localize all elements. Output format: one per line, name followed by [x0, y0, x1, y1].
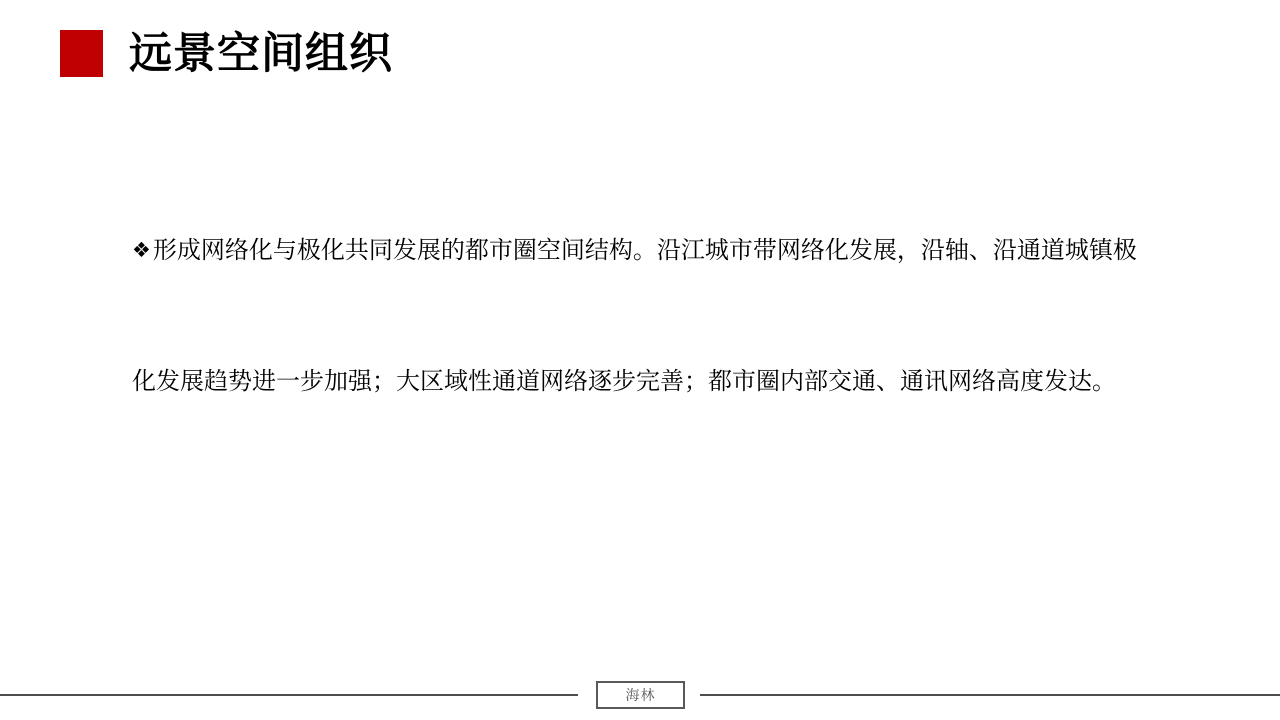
footer-divider-left	[0, 694, 578, 696]
body-line-1-text: 形成网络化与极化共同发展的都市圈空间结构。沿江城市带网络化发展，沿轴、沿通道城镇极	[152, 236, 1137, 264]
title-accent-square	[60, 30, 103, 77]
footer-label-box	[596, 681, 685, 709]
diamond-bullet-icon: ❖	[132, 238, 151, 262]
footer-label: 海林	[625, 688, 656, 704]
body-line-2-text: 化发展趋势进一步加强；大区域性通道网络逐步完善；都市圈内部交通、通讯网络高度发达。	[132, 367, 1116, 395]
body-line-2	[132, 316, 1192, 447]
body-text-block	[132, 185, 1192, 447]
footer-divider-right	[700, 694, 1280, 696]
slide-title: 远景空间组织	[129, 29, 393, 79]
body-line-1	[132, 185, 1192, 316]
